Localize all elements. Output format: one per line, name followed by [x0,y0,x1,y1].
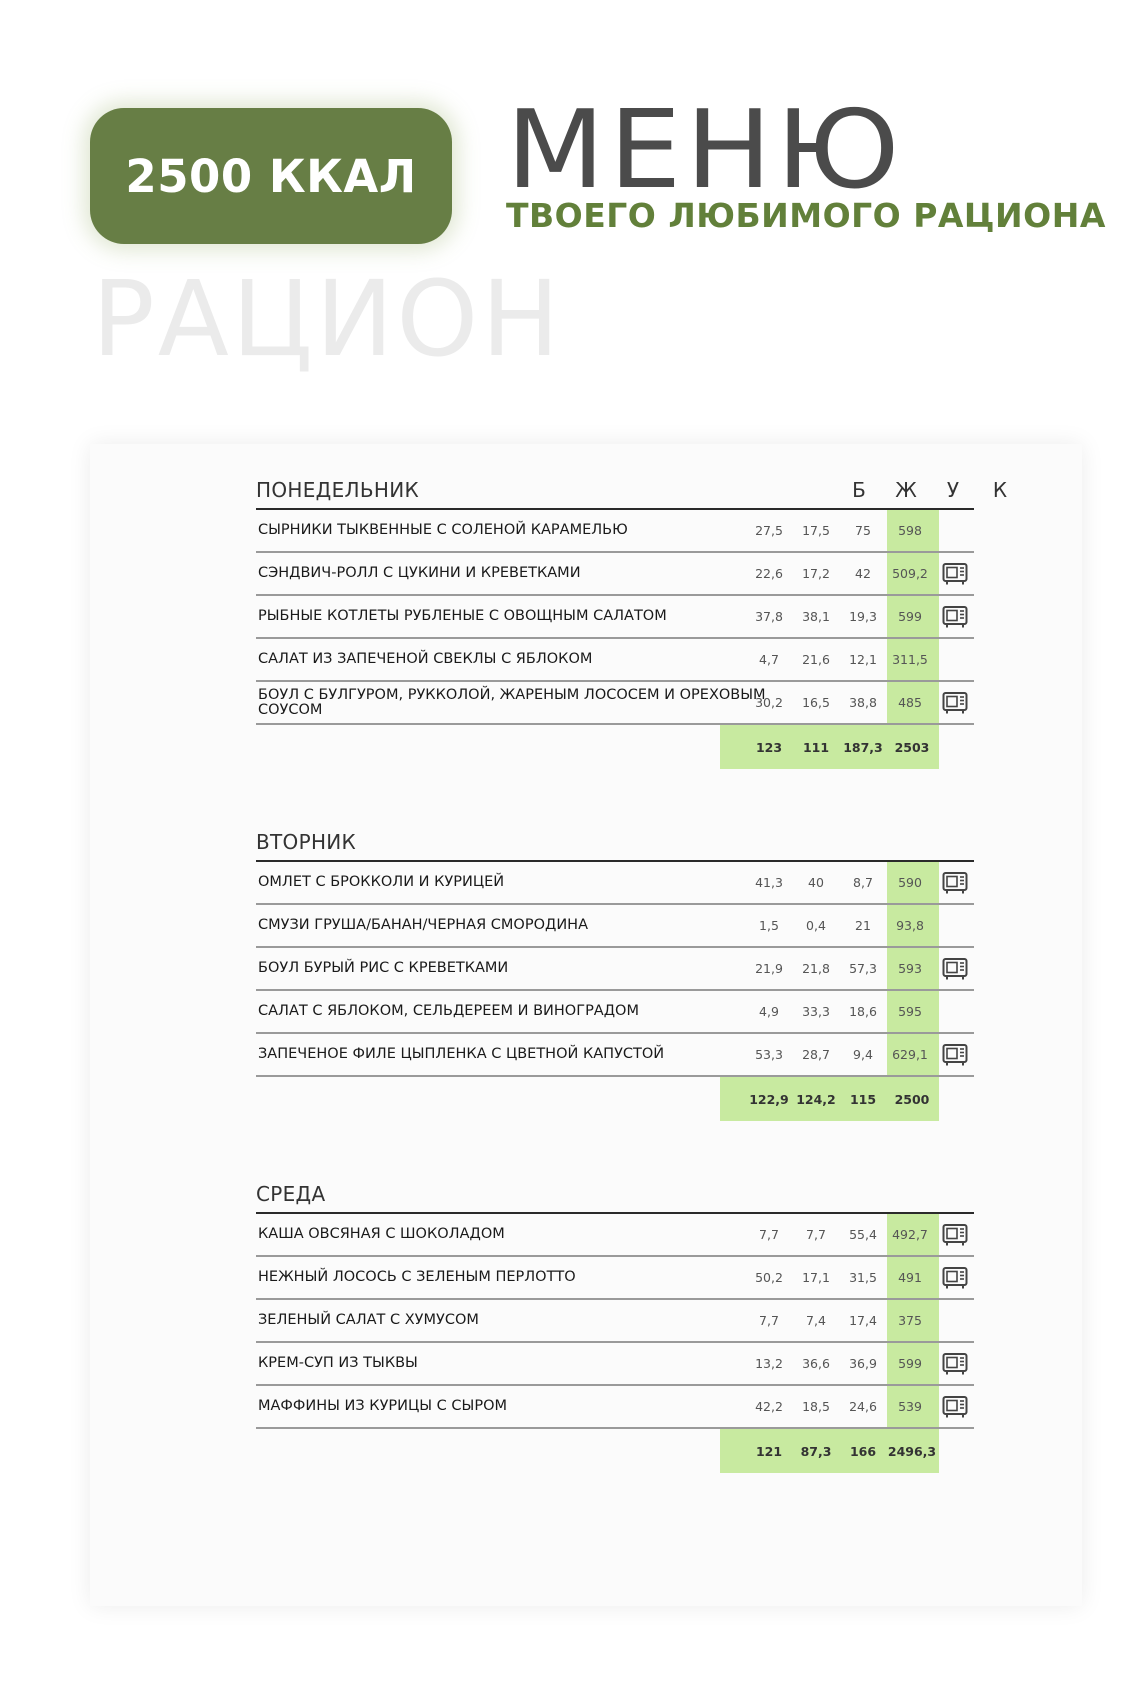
totals-row [256,1077,974,1121]
fat-value: 40 [808,875,824,890]
column-header: К [992,478,1008,502]
table-row [256,1214,974,1257]
kcal-value: 598 [898,523,922,538]
microwave-icon [942,1223,968,1247]
dish-name: БОУЛ БУРЫЙ РИС С КРЕВЕТКАМИ [258,960,509,976]
dish-name: СМУЗИ ГРУША/БАНАН/ЧЕРНАЯ СМОРОДИНА [258,917,588,933]
table-row [256,1257,974,1300]
dish-name: САЛАТ ИЗ ЗАПЕЧЕНОЙ СВЕКЛЫ С ЯБЛОКОМ [258,651,593,667]
microwave-icon [942,1043,968,1067]
total-carbs: 166 [849,1443,877,1459]
fat-value: 16,5 [802,695,830,710]
protein-value: 21,9 [755,961,783,976]
microwave-icon [942,605,968,629]
dish-name: РЫБНЫЕ КОТЛЕТЫ РУБЛЕНЫЕ С ОВОЩНЫМ САЛАТОМ [258,608,667,624]
fat-value: 18,5 [802,1399,830,1414]
table-row [256,948,974,991]
page-subtitle: ТВОЕГО ЛЮБИМОГО РАЦИОНА [506,196,1106,235]
totals-row [256,725,974,769]
microwave-icon [942,691,968,715]
microwave-icon [942,1266,968,1290]
protein-value: 7,7 [759,1227,779,1242]
carbs-value: 36,9 [849,1356,877,1371]
kcal-value: 595 [898,1004,922,1019]
carbs-value: 55,4 [849,1227,877,1242]
protein-value: 27,5 [755,523,783,538]
table-row [256,596,974,639]
dish-name: ОМЛЕТ С БРОККОЛИ И КУРИЦЕЙ [258,874,505,890]
kcal-value: 590 [898,875,922,890]
table-row [256,1386,974,1429]
fat-value: 17,2 [802,566,830,581]
microwave-icon [942,1395,968,1419]
fat-value: 33,3 [802,1004,830,1019]
total-carbs: 187,3 [843,739,883,755]
day-title: ПОНЕДЕЛЬНИК [256,478,419,502]
protein-value: 4,9 [759,1004,779,1019]
menu-card [90,444,1082,1606]
table-row [256,553,974,596]
protein-value: 50,2 [755,1270,783,1285]
fat-value: 38,1 [802,609,830,624]
day-header [256,816,1066,860]
fat-value: 28,7 [802,1047,830,1062]
dish-name: ЗАПЕЧЕНОЕ ФИЛЕ ЦЫПЛЕНКА С ЦВЕТНОЙ КАПУСТОЙ [258,1046,665,1062]
kcal-value: 491 [898,1270,922,1285]
day-table [256,508,974,769]
dish-name: СЫРНИКИ ТЫКВЕННЫЕ С СОЛЕНОЙ КАРАМЕЛЬЮ [258,522,628,538]
fat-value: 0,4 [806,918,826,933]
kcal-value: 485 [898,695,922,710]
total-kcal: 2496,3 [887,1443,937,1459]
total-protein: 123 [755,739,783,755]
total-protein: 122,9 [749,1091,789,1107]
carbs-value: 38,8 [849,695,877,710]
calorie-badge-label: 2500 ККАЛ [125,149,417,203]
carbs-value: 8,7 [853,875,873,890]
column-header: Б [852,478,866,502]
microwave-icon [942,562,968,586]
dish-name: СЭНДВИЧ-РОЛЛ С ЦУКИНИ И КРЕВЕТКАМИ [258,565,581,581]
microwave-icon [942,871,968,895]
table-row [256,991,974,1034]
protein-value: 4,7 [759,652,779,667]
carbs-value: 31,5 [849,1270,877,1285]
fat-value: 7,7 [806,1227,826,1242]
dish-name: КАША ОВСЯНАЯ С ШОКОЛАДОМ [258,1226,505,1242]
protein-value: 37,8 [755,609,783,624]
protein-value: 7,7 [759,1313,779,1328]
calorie-badge [90,108,452,244]
fat-value: 21,8 [802,961,830,976]
protein-value: 53,3 [755,1047,783,1062]
background-watermark: РАЦИОН [92,258,563,380]
table-row [256,905,974,948]
fat-value: 21,6 [802,652,830,667]
fat-value: 36,6 [802,1356,830,1371]
kcal-value: 93,8 [896,918,924,933]
day-table [256,860,974,1121]
carbs-value: 75 [855,523,871,538]
microwave-icon [942,957,968,981]
dish-name: МАФФИНЫ ИЗ КУРИЦЫ С СЫРОМ [258,1398,507,1414]
total-protein: 121 [755,1443,783,1459]
table-row [256,639,974,682]
total-kcal: 2503 [894,739,930,755]
carbs-value: 12,1 [849,652,877,667]
table-row [256,682,974,725]
day-section [256,1168,1066,1473]
kcal-value: 492,7 [892,1227,928,1242]
total-kcal: 2500 [894,1091,930,1107]
day-title: ВТОРНИК [256,830,357,854]
protein-value: 13,2 [755,1356,783,1371]
column-header: У [946,478,960,502]
kcal-value: 593 [898,961,922,976]
dish-name: КРЕМ-СУП ИЗ ТЫКВЫ [258,1355,418,1371]
kcal-value: 539 [898,1399,922,1414]
protein-value: 30,2 [755,695,783,710]
table-row [256,1034,974,1077]
dish-name: БОУЛ С БУЛГУРОМ, РУККОЛОЙ, ЖАРЕНЫМ ЛОСОСЕМ И ОРЕХОВЫМ СОУСОМ [258,686,766,718]
kcal-value: 599 [898,1356,922,1371]
kcal-value: 599 [898,609,922,624]
carbs-value: 9,4 [853,1047,873,1062]
fat-value: 17,1 [802,1270,830,1285]
kcal-value: 375 [898,1313,922,1328]
column-header: Ж [895,478,917,502]
day-section [256,464,1066,769]
page-title: МЕНЮ [506,88,904,213]
table-row [256,1300,974,1343]
protein-value: 42,2 [755,1399,783,1414]
totals-row [256,1429,974,1473]
carbs-value: 21 [855,918,871,933]
day-section [256,816,1066,1121]
day-table [256,1212,974,1473]
carbs-value: 18,6 [849,1004,877,1019]
fat-value: 7,4 [806,1313,826,1328]
carbs-value: 17,4 [849,1313,877,1328]
total-fat: 111 [802,739,830,755]
total-fat: 87,3 [800,1443,832,1459]
carbs-value: 57,3 [849,961,877,976]
dish-name: ЗЕЛЕНЫЙ САЛАТ С ХУМУСОМ [258,1312,479,1328]
protein-value: 1,5 [759,918,779,933]
protein-value: 41,3 [755,875,783,890]
carbs-value: 24,6 [849,1399,877,1414]
table-row [256,510,974,553]
total-carbs: 115 [849,1091,877,1107]
kcal-value: 311,5 [892,652,928,667]
fat-value: 17,5 [802,523,830,538]
kcal-value: 629,1 [892,1047,928,1062]
dish-name: НЕЖНЫЙ ЛОСОСЬ С ЗЕЛЕНЫМ ПЕРЛОТТО [258,1269,576,1285]
day-header [256,1168,1066,1212]
table-row [256,1343,974,1386]
carbs-value: 42 [855,566,871,581]
table-row [256,862,974,905]
microwave-icon [942,1352,968,1376]
carbs-value: 19,3 [849,609,877,624]
kcal-value: 509,2 [892,566,928,581]
day-header [256,464,1066,508]
protein-value: 22,6 [755,566,783,581]
total-fat: 124,2 [796,1091,836,1107]
dish-name: САЛАТ С ЯБЛОКОМ, СЕЛЬДЕРЕЕМ И ВИНОГРАДОМ [258,1003,639,1019]
day-title: СРЕДА [256,1182,326,1206]
